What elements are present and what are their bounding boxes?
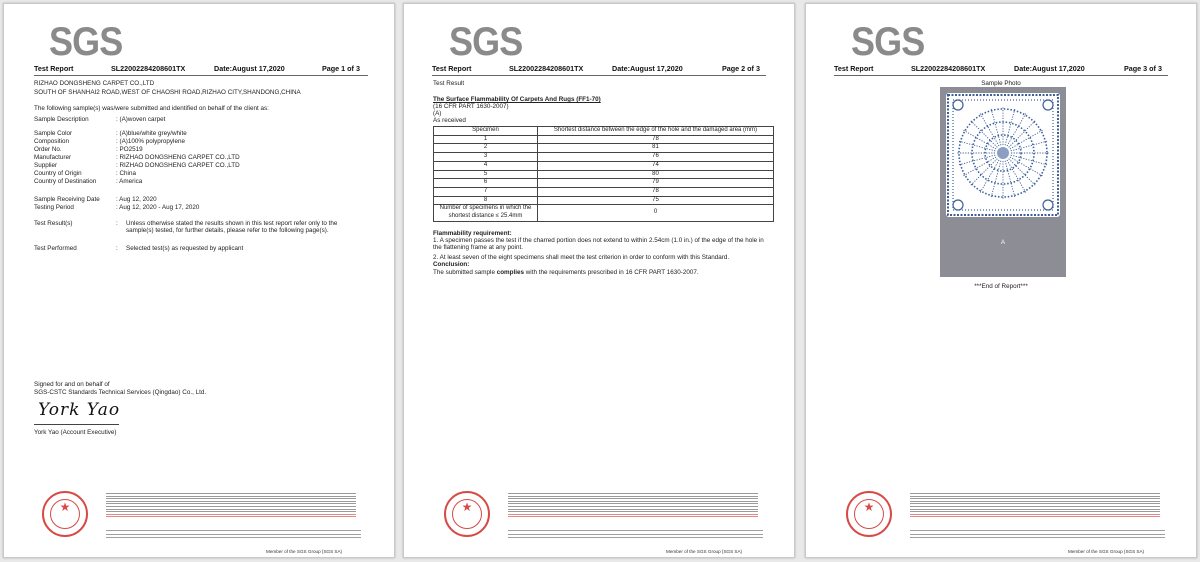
seal-star-icon: ★ <box>461 500 473 514</box>
test-title: The Surface Flammability Of Carpets And Rugs (FF1-70) <box>433 96 601 103</box>
signature-rule <box>34 424 119 425</box>
sgs-member-note: Member of the SGS Group (SGS SA) <box>266 549 343 554</box>
rug-spoke <box>970 159 997 186</box>
report-page-2 <box>403 3 795 558</box>
report-number: SL22002284208601TX <box>111 64 186 73</box>
specimen-cell: 8 <box>434 196 538 205</box>
specimen-cell: 4 <box>434 161 538 170</box>
rug-image <box>946 93 1060 217</box>
signed-line-1: Signed for and on behalf of <box>34 381 110 388</box>
report-date: Date:August 17,2020 <box>612 64 683 73</box>
field-label: Supplier <box>34 162 58 169</box>
field-value: : Aug 12, 2020 - Aug 17, 2020 <box>116 204 200 211</box>
specimen-cell: 2 <box>434 144 538 153</box>
test-performed-value: Selected test(s) as requested by applicant <box>126 245 244 252</box>
table-row <box>434 144 774 153</box>
field-label: Testing Period <box>34 204 74 211</box>
field-label: Order No. <box>34 146 62 153</box>
sgs-logo: SGS <box>851 20 925 64</box>
rug-corner <box>1043 200 1053 210</box>
sgs-logo: SGS <box>49 20 123 64</box>
specimen-cell: 3 <box>434 153 538 162</box>
rug-spoke <box>1009 120 1036 147</box>
table-row <box>434 161 774 170</box>
table-body <box>434 135 774 205</box>
table-header-row <box>434 127 774 136</box>
field-label: Sample Color <box>34 130 73 137</box>
test-performed-colon: : <box>116 245 118 252</box>
table-row <box>434 179 774 188</box>
rug-spoke <box>1010 157 1043 176</box>
legal-fine-print <box>910 493 1160 525</box>
test-report-label: Test Report <box>34 64 74 73</box>
table-row <box>434 196 774 205</box>
company-seal <box>42 491 88 537</box>
rug-spoke <box>959 141 996 151</box>
results-table <box>433 126 774 222</box>
report-page-1 <box>3 3 395 558</box>
test-standard: (16 CFR PART 1630-2007) <box>433 103 509 110</box>
summary-value: 0 <box>538 205 774 221</box>
intro-text: The following sample(s) was/were submitted and identified on behalf of the client as: <box>34 105 269 112</box>
specimen-cell: 7 <box>434 187 538 196</box>
field-value: : RIZHAO DONGSHENG CARPET CO.,LTD <box>116 162 240 169</box>
rug-corner <box>953 200 963 210</box>
rug-corner <box>1043 100 1053 110</box>
seal-star-icon: ★ <box>863 500 875 514</box>
conclusion-title: Conclusion: <box>433 261 470 268</box>
field-value: : America <box>116 178 143 185</box>
distance-cell: 76 <box>538 153 774 162</box>
signature: York Yao <box>38 400 121 420</box>
report-date: Date:August 17,2020 <box>1014 64 1085 73</box>
sgs-member-note: Member of the SGS Group (SGS SA) <box>666 549 743 554</box>
sgs-member-note: Member of the SGS Group (SGS SA) <box>1068 549 1145 554</box>
field-label: Composition <box>34 138 69 145</box>
specimen-cell: 6 <box>434 179 538 188</box>
field-value: : PO2519 <box>116 146 143 153</box>
sample-photo <box>940 87 1066 277</box>
summary-label: Number of specimens in which the shortest distance ≤ 25.4mm <box>434 205 538 221</box>
section-title: Test Result <box>433 80 465 87</box>
distance-cell: 78 <box>538 187 774 196</box>
requirement-1: 1. A specimen passes the test if the charred portion does not extend to within 2.54cm (1.0 in.) of the edge of the hole in the flattening frame at any point. <box>433 237 764 252</box>
table-row-summary <box>434 205 774 221</box>
column-header-specimen: Specimen <box>434 127 538 136</box>
sample-id: (A) <box>433 110 442 117</box>
rug-spoke <box>1011 155 1048 165</box>
rug-corner <box>953 100 963 110</box>
field-value: : Aug 12, 2020 <box>116 196 157 203</box>
distance-cell: 81 <box>538 144 774 153</box>
rug-spoke <box>959 155 996 165</box>
specimen-cell: 5 <box>434 170 538 179</box>
requirement-title: Flammability requirement: <box>433 230 512 237</box>
report-date: Date:August 17,2020 <box>214 64 285 73</box>
field-label: Country of Destination <box>34 178 97 185</box>
column-header-distance: Shortest distance between the edge of the hole and the damaged area (mm) <box>538 127 774 136</box>
photo-title: Sample Photo <box>981 80 1021 87</box>
requirement-2: 2. At least seven of the eight specimens shall meet the test criterion in order to conform with this Standard. <box>433 254 730 261</box>
page-number: Page 1 of 3 <box>322 64 360 73</box>
field-label: Manufacturer <box>34 154 72 161</box>
distance-cell: 75 <box>538 196 774 205</box>
distance-cell: 74 <box>538 161 774 170</box>
office-address <box>106 530 361 539</box>
report-page-3 <box>805 3 1197 558</box>
distance-cell: 78 <box>538 135 774 144</box>
table-row <box>434 153 774 162</box>
report-number: SL22002284208601TX <box>509 64 584 73</box>
rug-pattern <box>946 93 1060 217</box>
rug-spoke <box>1009 159 1036 186</box>
test-results-label: Test Result(s) <box>34 220 73 227</box>
field-value: : China <box>116 170 136 177</box>
photo-caption: A <box>1001 240 1006 246</box>
header-rule <box>432 75 766 76</box>
page-number: Page 3 of 3 <box>1124 64 1162 73</box>
client-address: SOUTH OF SHANHAI2 ROAD,WEST OF CHAOSHI ROAD,RIZHAO CITY,SHANDONG,CHINA <box>34 89 301 96</box>
field-value: : (A)100% polypropylene <box>116 138 185 145</box>
sgs-logo: SGS <box>449 20 523 64</box>
header-rule <box>834 75 1168 76</box>
table-row <box>434 187 774 196</box>
field-value: : (A)woven carpet <box>116 116 166 123</box>
end-of-report: ***End of Report*** <box>974 283 1028 290</box>
page-number: Page 2 of 3 <box>722 64 760 73</box>
conclusion-text: The submitted sample complies with the requirements prescribed in 16 CFR PART 1630-2007. <box>433 269 699 276</box>
distance-cell: 79 <box>538 179 774 188</box>
rug-spoke <box>1011 141 1048 151</box>
legal-fine-print <box>106 493 356 525</box>
specimen-cell: 1 <box>434 135 538 144</box>
rug-spoke <box>991 109 1001 146</box>
rug-center <box>997 147 1009 159</box>
rug-spoke <box>970 120 997 147</box>
signed-line-2: SGS-CSTC Standards Technical Services (Qingdao) Co., Ltd. <box>34 389 207 396</box>
company-seal <box>846 491 892 537</box>
signer-name: York Yao (Account Executive) <box>34 429 117 436</box>
client-name: RIZHAO DONGSHENG CARPET CO.,LTD <box>34 80 155 87</box>
test-results-colon: : <box>116 220 118 227</box>
rug-spoke <box>980 113 999 146</box>
company-seal <box>444 491 490 537</box>
field-label: Sample Description <box>34 116 89 123</box>
test-report-label: Test Report <box>432 64 472 73</box>
report-number: SL22002284208601TX <box>911 64 986 73</box>
seal-star-icon: ★ <box>59 500 71 514</box>
test-performed-label: Test Performed <box>34 245 77 252</box>
table-row <box>434 170 774 179</box>
table-row <box>434 135 774 144</box>
field-label: Country of Origin <box>34 170 82 177</box>
distance-cell: 80 <box>538 170 774 179</box>
office-address <box>910 530 1165 539</box>
rug-spoke <box>991 161 1001 198</box>
header-rule <box>34 75 368 76</box>
field-label: Sample Receiving Date <box>34 196 100 203</box>
rug-spoke <box>1005 161 1015 198</box>
sample-condition: As received <box>433 117 466 124</box>
test-results-value: Unless otherwise stated the results shown in this test report refer only to the sample(s) tested, for further details, please refer to the following page(s). <box>126 220 338 235</box>
test-report-label: Test Report <box>834 64 874 73</box>
legal-fine-print <box>508 493 758 525</box>
rug-spoke <box>1005 109 1015 146</box>
office-address <box>508 530 763 539</box>
field-value: : RIZHAO DONGSHENG CARPET CO.,LTD <box>116 154 240 161</box>
field-value: : (A)blue/white grey/white <box>116 130 187 137</box>
